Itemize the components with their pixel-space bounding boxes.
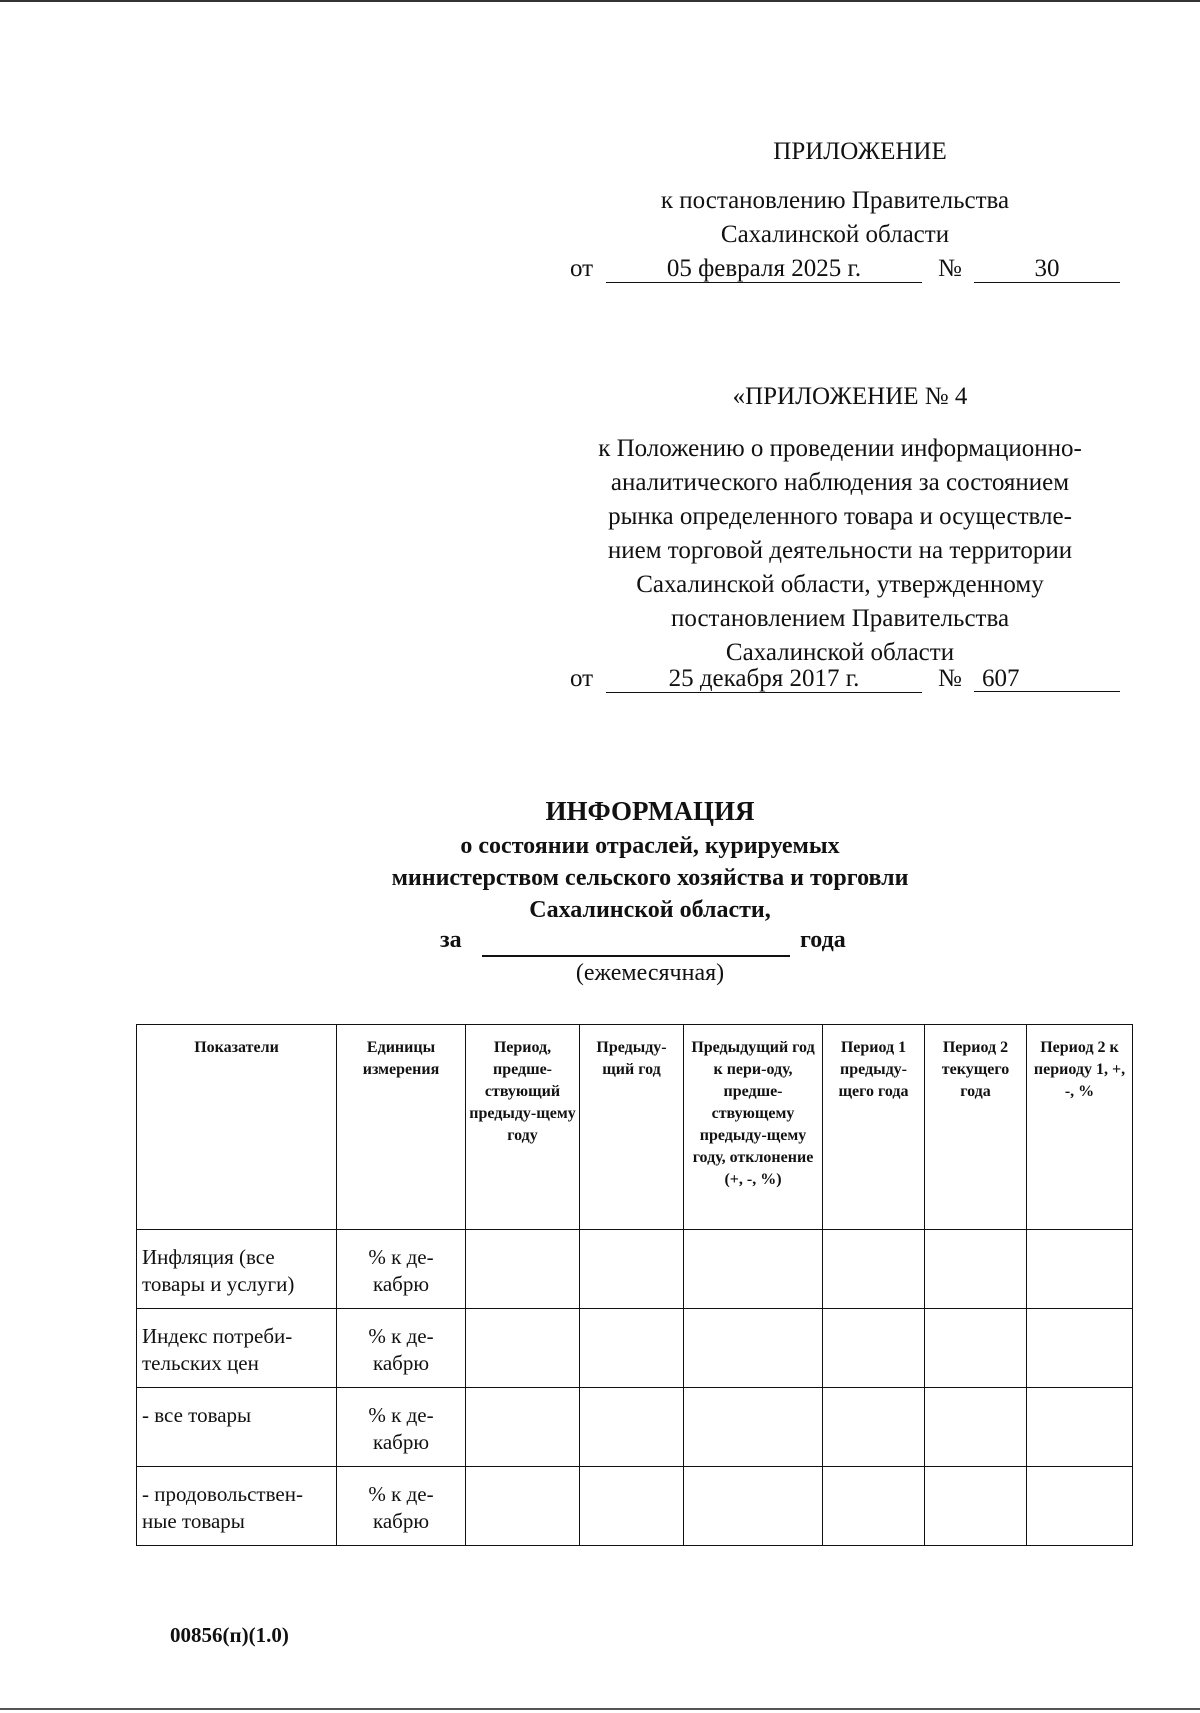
appendix-from-label: от [570,255,594,282]
indicators-table [136,1024,1133,1546]
appendix4-line: постановлением Правительства [670,605,1010,632]
indicator-cell: Индекс потреби-тельских цен [137,1309,337,1388]
value-cell [684,1467,823,1546]
appendix4-title: «ПРИЛОЖЕНИЕ № 4 [732,383,968,410]
header-cell: Единицы измерения [337,1025,466,1230]
appendix4-lines [545,432,1135,670]
value-cell [466,1388,580,1467]
value-cell [1027,1230,1133,1309]
value-cell [466,1309,580,1388]
info-subtitle-line: Сахалинской области, [529,897,771,923]
period-blank-field [482,925,790,957]
period-suffix: года [800,927,846,953]
table-row [137,1309,1133,1388]
appendix4-line: Сахалинской области, утвержденному [636,571,1044,598]
appendix4-line: к Положению о проведении информационно- [598,435,1082,462]
value-cell [466,1467,580,1546]
value-cell [1027,1388,1133,1467]
header-cell: Предыду-щий год [580,1025,684,1230]
info-title: ИНФОРМАЦИЯ [545,796,755,826]
appendix4-line: Сахалинской области [725,639,955,666]
value-cell [823,1388,925,1467]
appendix4-line: рынка определенного товара и осуществле- [608,503,1072,530]
appendix4-num-label: № [938,665,962,692]
table-row [137,1388,1133,1467]
header-cell: Показатели [137,1025,337,1230]
value-cell [684,1388,823,1467]
table-row [137,1467,1133,1546]
value-cell [580,1230,684,1309]
unit-cell: % к де-кабрю [337,1467,466,1546]
value-cell [925,1309,1027,1388]
unit-cell: % к де-кабрю [337,1388,466,1467]
header-cell: Предыдущий год к пери-оду, предше-ствующему предыду-щему году, отклонение (+, -, %) [684,1025,823,1230]
frequency-label: (ежемесячная) [575,960,725,986]
value-cell [925,1230,1027,1309]
indicator-cell: - все товары [137,1388,337,1467]
appendix-num-label: № [938,255,962,282]
value-cell [580,1388,684,1467]
period-line [440,925,880,959]
period-prefix: за [440,927,462,953]
document-number: 00856(п)(1.0) [170,1623,289,1647]
value-cell [466,1230,580,1309]
header-cell: Период, предше-ствующий предыду-щему году [466,1025,580,1230]
appendix-date: 05 февраля 2025 г. [606,252,922,283]
value-cell [1027,1467,1133,1546]
header-cell: Период 2 к периоду 1, +, -, % [1027,1025,1133,1230]
appendix4-line: аналитического наблюдения за состоянием [610,469,1070,496]
table-row [137,1230,1133,1309]
unit-cell: % к де-кабрю [337,1230,466,1309]
appendix-number: 30 [974,252,1120,283]
header-cell: Период 1 предыду-щего года [823,1025,925,1230]
appendix-title: ПРИЛОЖЕНИЕ [773,138,947,165]
appendix-line-2: Сахалинской области [720,221,950,248]
appendix4-ref-line [570,662,1120,696]
value-cell [684,1309,823,1388]
value-cell [1027,1309,1133,1388]
appendix4-date: 25 декабря 2017 г. [606,662,922,693]
indicator-cell: - продовольствен-ные товары [137,1467,337,1546]
appendix-lines [560,184,1110,252]
scan-edge-top [0,0,1200,2]
appendix-line-1: к постановлению Правительства [660,187,1010,214]
unit-cell: % к де-кабрю [337,1309,466,1388]
appendix4-from-label: от [570,665,594,692]
value-cell [823,1467,925,1546]
scan-edge-bottom [0,1708,1200,1710]
table-header-row [137,1025,1133,1230]
appendix4-line: нием торговой деятельности на территории [607,537,1073,564]
appendix4-number: 607 [974,662,1120,692]
value-cell [684,1230,823,1309]
value-cell [925,1388,1027,1467]
appendix-ref-line [570,252,1120,286]
info-subtitle-line: министерством сельского хозяйства и торговли [391,865,909,891]
header-cell: Период 2 текущего года [925,1025,1027,1230]
info-subtitle-line: о состоянии отраслей, курируемых [460,833,840,859]
value-cell [580,1467,684,1546]
value-cell [823,1309,925,1388]
value-cell [925,1467,1027,1546]
value-cell [823,1230,925,1309]
indicator-cell: Инфляция (все товары и услуги) [137,1230,337,1309]
info-subtitle [250,830,1050,926]
value-cell [580,1309,684,1388]
